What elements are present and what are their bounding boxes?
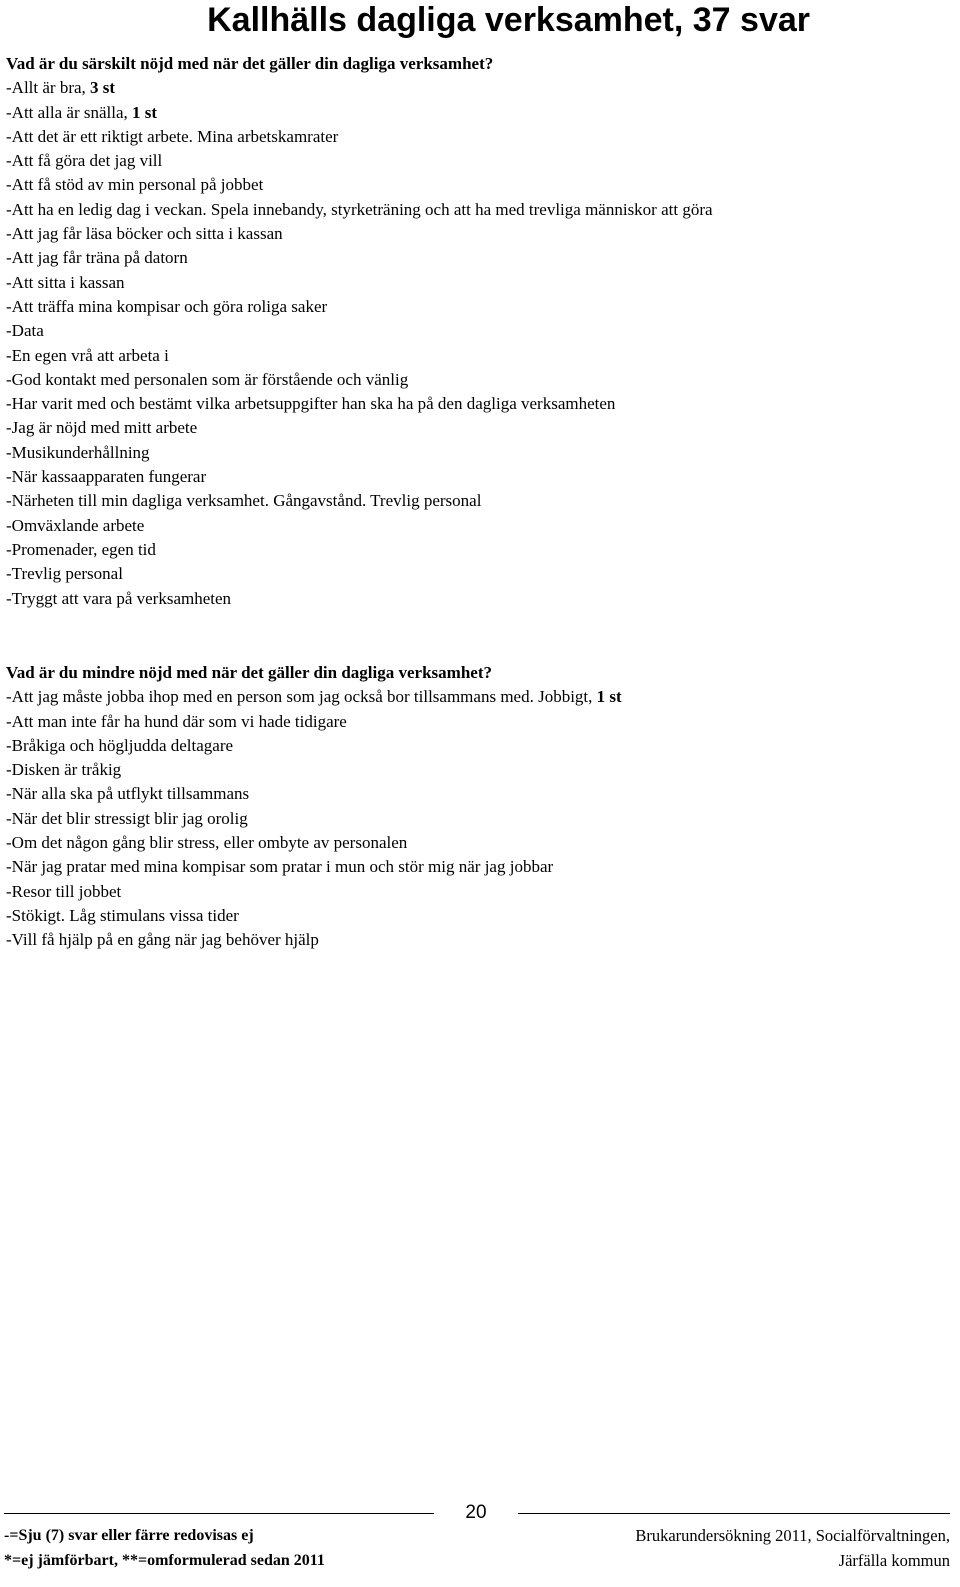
- answer-text: -När jag pratar med mina kompisar som pratar i mun och stör mig när jag jobbar: [6, 857, 554, 877]
- answer-text: -Disken är tråkig: [6, 760, 122, 780]
- answer-item: [6, 368, 956, 392]
- answer-item: [6, 562, 956, 586]
- section-question: Vad är du särskilt nöjd med när det gäller din dagliga verksamhet?: [6, 54, 494, 73]
- answer-item: [6, 416, 956, 440]
- answer-text: -Att jag får träna på datorn: [6, 248, 188, 268]
- footer-divider-left: [4, 1513, 434, 1514]
- answer-item: [6, 392, 956, 416]
- answer-list: [6, 76, 956, 611]
- answer-text: -Närheten till min dagliga verksamhet. Gångavstånd. Trevlig personal: [6, 491, 482, 511]
- answer-item: [6, 880, 956, 904]
- answer-item: [6, 928, 956, 952]
- answer-item: [6, 76, 956, 100]
- answer-text: -Att det är ett riktigt arbete. Mina arbetskamrater: [6, 126, 339, 146]
- answer-item: [6, 782, 956, 806]
- page-number: 20: [465, 1502, 487, 1523]
- answer-text: -Att man inte får ha hund där som vi hade tidigare: [6, 711, 347, 731]
- answer-item: [6, 710, 956, 734]
- answer-text: -Bråkiga och högljudda deltagare: [6, 735, 234, 755]
- answer-item: [6, 295, 956, 319]
- answer-text: -Att få stöd av min personal på jobbet: [6, 175, 264, 195]
- answer-text: -God kontakt med personalen som är förstående och vänlig: [6, 369, 409, 389]
- footer-source-line: Järfälla kommun: [838, 1551, 950, 1570]
- page-title: Kallhälls dagliga verksamhet, 37 svar: [207, 1, 810, 39]
- answer-list: [6, 685, 956, 952]
- answer-item: [6, 198, 956, 222]
- answer-item: [6, 685, 956, 709]
- answer-text: -Stökigt. Låg stimulans vissa tider: [6, 905, 239, 925]
- answer-count: 3 st: [90, 78, 116, 98]
- answer-text: -Att sitta i kassan: [6, 272, 125, 292]
- answer-text: -Jag är nöjd med mitt arbete: [6, 418, 198, 438]
- answer-item: [6, 271, 956, 295]
- answer-text: -Allt är bra,: [6, 78, 91, 98]
- answer-text: -Omväxlande arbete: [6, 515, 145, 535]
- answer-item: [6, 125, 956, 149]
- answer-item: [6, 904, 956, 928]
- answer-text: -Om det någon gång blir stress, eller ombyte av personalen: [6, 833, 408, 853]
- answer-item: [6, 173, 956, 197]
- answer-item: [6, 344, 956, 368]
- answer-count: 1 st: [132, 102, 158, 122]
- footer-note-line: *=ej jämförbart, **=omformulerad sedan 2011: [4, 1552, 325, 1569]
- answer-item: [6, 831, 956, 855]
- answer-item: [6, 441, 956, 465]
- answer-item: [6, 465, 956, 489]
- footer-divider-right: [518, 1513, 950, 1514]
- answer-text: -Att träffa mina kompisar och göra roliga saker: [6, 296, 328, 316]
- answer-item: [6, 587, 956, 611]
- answer-item: [6, 246, 956, 270]
- answer-text: -Vill få hjälp på en gång när jag behöver hjälp: [6, 930, 319, 950]
- answer-item: [6, 319, 956, 343]
- answer-text: -När alla ska på utflykt tillsammans: [6, 784, 250, 804]
- answer-text: -Data: [6, 321, 44, 341]
- answer-item: [6, 101, 956, 125]
- answer-text: -Tryggt att vara på verksamheten: [6, 588, 232, 608]
- answer-text: -Att få göra det jag vill: [6, 151, 163, 171]
- answer-item: [6, 514, 956, 538]
- answer-text: -Promenader, egen tid: [6, 539, 156, 559]
- answer-text: -När kassaapparaten fungerar: [6, 467, 207, 487]
- footer-note-line: -=Sju (7) svar eller färre redovisas ej: [4, 1527, 254, 1544]
- answer-item: [6, 222, 956, 246]
- answer-item: [6, 855, 956, 879]
- answer-text: -En egen vrå att arbeta i: [6, 345, 169, 365]
- answer-text: -Att jag måste jobba ihop med en person som jag också bor tillsammans med. Jobbigt,: [6, 687, 597, 707]
- answer-item: [6, 734, 956, 758]
- less-satisfied-section: [6, 661, 956, 953]
- section-question: Vad är du mindre nöjd med när det gäller din dagliga verksamhet?: [6, 663, 492, 682]
- answer-text: -Musikunderhållning: [6, 442, 150, 462]
- answer-count: 1 st: [596, 687, 622, 707]
- answer-item: [6, 149, 956, 173]
- answer-text: -Har varit med och bestämt vilka arbetsuppgifter han ska ha på den dagliga verksamheten: [6, 394, 616, 414]
- answer-text: -Att jag får läsa böcker och sitta i kassan: [6, 224, 283, 244]
- answer-item: [6, 758, 956, 782]
- answer-text: -Att ha en ledig dag i veckan. Spela innebandy, styrketräning och att ha med trevliga människor att göra: [6, 199, 713, 219]
- answer-item: [6, 807, 956, 831]
- answer-item: [6, 538, 956, 562]
- satisfied-section: [6, 52, 956, 611]
- answer-text: -Att alla är snälla,: [6, 102, 133, 122]
- answer-text: -Resor till jobbet: [6, 881, 122, 901]
- answer-text: -När det blir stressigt blir jag orolig: [6, 808, 248, 828]
- footer-notes: [4, 1523, 325, 1573]
- footer-source: [635, 1523, 950, 1573]
- answer-text: -Trevlig personal: [6, 564, 123, 584]
- answer-item: [6, 489, 956, 513]
- footer-source-line: Brukarundersökning 2011, Socialförvaltningen,: [635, 1526, 950, 1545]
